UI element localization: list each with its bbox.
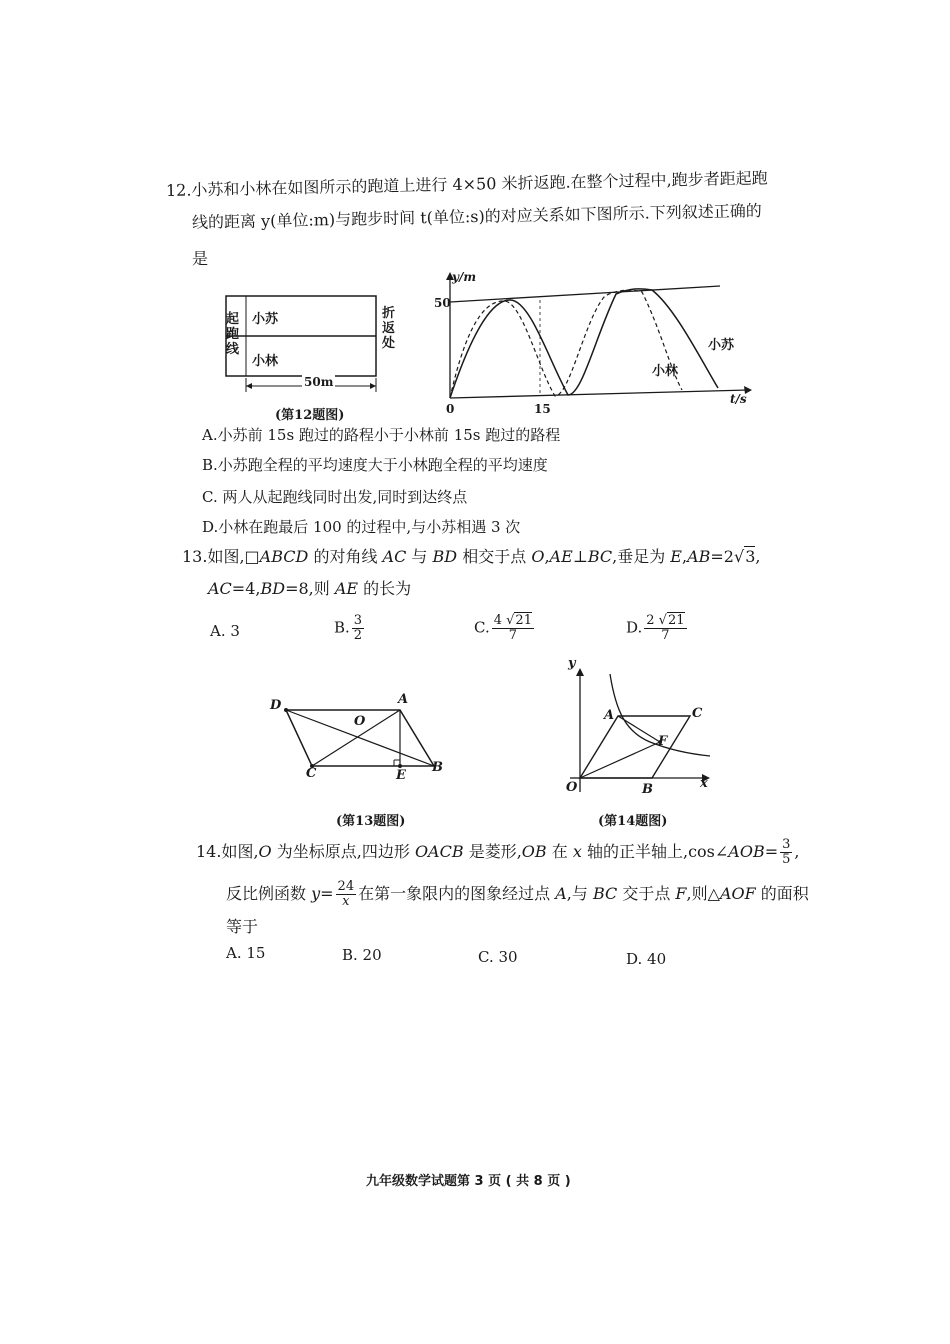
radicand: 21 [515, 613, 532, 628]
q14-text: 轴的正半轴上,cos∠ [581, 842, 729, 861]
y-50-line [450, 286, 720, 302]
q14-f: F [675, 884, 687, 903]
q14-text: 为坐标原点,四边形 [271, 842, 415, 861]
q13-abcd: ABCD [259, 547, 309, 566]
q13-option-b [334, 614, 366, 643]
q13-option-b-label: B. [334, 618, 350, 637]
coefficient: 4 [493, 613, 502, 628]
fraction-numerator: 2 √21 [646, 613, 685, 628]
q14-text: 反比例函数 [226, 884, 312, 903]
q13-ac: AC [382, 547, 407, 566]
q13-text: , [681, 547, 688, 566]
q13-text: 的长为 [358, 579, 412, 598]
q13-ac-2: AC [208, 579, 232, 598]
q14-point-a: A [604, 708, 615, 723]
q13-option-d [626, 614, 689, 643]
q13-option-c-label: C. [474, 618, 490, 637]
q13-text: =4, [231, 579, 261, 598]
q13-text: , [755, 547, 761, 566]
q13-caption: (第13题图) [336, 814, 406, 829]
q12-option-c: C. 两人从起跑线同时出发,同时到达终点 [202, 488, 468, 506]
q14-text: 交于点 [617, 884, 676, 903]
q13-point-d: D [270, 698, 282, 713]
graph-x-label: t/s [730, 392, 747, 406]
q14-y: y [311, 884, 321, 903]
q13-text: 相交于点 [457, 547, 532, 566]
q13-ae-2: AE [334, 579, 359, 598]
q13-ae: AE [549, 547, 573, 566]
q12-line-3: 是 [192, 249, 209, 268]
q13-text: 与 [406, 547, 433, 566]
q13-line-1: 13.如图,□ABCD 的对角线 AC 与 BD 相交于点 O,AE⊥BC,垂足为 E,AB=2√3, [182, 547, 761, 566]
q13-point-a: A [398, 692, 409, 707]
q13-o: O [531, 547, 545, 566]
q13-option-a: A. 3 [210, 622, 240, 640]
q13-point-e: E [396, 768, 406, 783]
track-lane-lin: 小林 [252, 354, 279, 369]
fraction-denominator: x [342, 894, 350, 909]
q14-text: 的面积 [755, 884, 809, 903]
q14-aob: AOB [728, 842, 765, 861]
q14-bc: BC [592, 884, 618, 903]
q13-text: ,垂足为 [612, 547, 671, 566]
q14-line-2 [226, 880, 809, 909]
q12-option-a: A.小苏前 15s 跑过的路程小于小林前 15s 跑过的路程 [202, 426, 561, 444]
q13-bd-2: BD [260, 579, 286, 598]
fraction-numerator: 4 √21 [493, 613, 532, 628]
fraction-denominator: 2 [353, 628, 363, 643]
q14-ob: OB [521, 842, 547, 861]
q14-line-1 [196, 838, 800, 867]
q13-line-2 [208, 578, 411, 600]
q13-parallelogram-figure [260, 690, 460, 790]
q14-point-o: O [566, 780, 578, 795]
q14-point-b: B [642, 782, 653, 797]
q14-option-b: B. 20 [342, 946, 382, 964]
q14-point-f: F [658, 734, 668, 749]
fraction-numerator: 24 [337, 879, 355, 894]
q12-line-1: 12.小苏和小林在如图所示的跑道上进行 4×50 米折返跑.在整个过程中,跑步者距起跑 [165, 168, 768, 200]
q14-point-c: C [692, 706, 703, 721]
q12-option-d: D.小林在跑最后 100 的过程中,与小苏相遇 3 次 [202, 518, 521, 536]
q13-option-b-fraction [352, 614, 364, 643]
q13-option-c-fraction [492, 614, 534, 643]
radicand: 21 [667, 613, 685, 628]
track-turn-label: 折返处 [382, 306, 396, 351]
curve-lin [450, 290, 682, 398]
graph-y-tick-50: 50 [434, 296, 451, 310]
q14-x: x [572, 842, 582, 861]
fraction-numerator: 3 [353, 613, 363, 628]
q14-o: O [258, 842, 272, 861]
q13-point-b: B [432, 760, 443, 775]
q14-text: 在第一象限内的图象经过点 [358, 884, 556, 903]
q14-oacb: OACB [414, 842, 464, 861]
q14-text: , [794, 842, 800, 861]
q13-text: 的对角线 [308, 547, 383, 566]
track-start-label: 起跑线 [226, 312, 240, 357]
q13-sqrt3: 3 [745, 547, 756, 566]
fraction-denominator: 7 [661, 628, 670, 643]
q12-caption: (第12题图) [275, 408, 345, 423]
track-length-label: 50m [304, 375, 334, 389]
q13-text: =8,则 [285, 579, 335, 598]
q13-text: =2 [710, 547, 734, 566]
q14-text: ,与 [566, 884, 593, 903]
q13-option-d-fraction [644, 614, 686, 643]
q14-axis-x: x [700, 776, 708, 791]
fraction-numerator: 3 [782, 837, 791, 852]
q14-cos-fraction [780, 838, 792, 867]
coefficient: 2 [646, 613, 655, 628]
q14-rhombus-figure [560, 662, 720, 802]
graph-series-su: 小苏 [708, 338, 735, 353]
q13-perp: ⊥ [572, 547, 588, 566]
q13-option-c [474, 614, 536, 643]
q12-line-2: 线的距离 y(单位:m)与跑步时间 t(单位:s)的对应关系如下图所示.下列叙述正确的 [191, 201, 762, 232]
track-lane-su: 小苏 [252, 312, 279, 327]
q14-text: 是菱形, [463, 842, 522, 861]
graph-x-tick-15: 15 [534, 402, 551, 416]
fraction-denominator: 5 [782, 852, 791, 867]
q12-option-b: B.小苏跑全程的平均速度大于小林跑全程的平均速度 [202, 456, 548, 474]
fraction-denominator: 7 [508, 628, 517, 643]
curve-su [450, 289, 718, 398]
t-axis [450, 390, 748, 398]
q14-a: A [555, 884, 567, 903]
q13-bc: BC [587, 547, 613, 566]
q13-text: , [544, 547, 550, 566]
page-footer: 九年级数学试题第 3 页 ( 共 8 页 ) [366, 1174, 571, 1189]
q14-text: = [764, 842, 779, 861]
graph-series-lin: 小林 [652, 364, 679, 379]
q14-text: = [320, 884, 334, 903]
q13-e: E [670, 547, 682, 566]
q14-text: 在 [546, 842, 573, 861]
q13-point-o: O [354, 714, 366, 729]
q14-k-fraction [336, 880, 357, 909]
q13-prefix: 13.如图, [182, 547, 245, 566]
graph-y-label: y/m [452, 270, 477, 284]
q14-line-3: 等于 [226, 917, 259, 936]
q14-option-a: A. 15 [226, 944, 266, 962]
q14-option-c: C. 30 [478, 948, 518, 966]
q14-aof: AOF [719, 884, 756, 903]
parallelogram-symbol: □ [244, 547, 260, 566]
graph-origin: 0 [446, 402, 455, 416]
q13-point-c: C [306, 766, 317, 781]
q13-bd: BD [432, 547, 458, 566]
q13-ab: AB [687, 547, 711, 566]
q14-text: 14.如图, [196, 842, 259, 861]
q13-option-d-label: D. [626, 618, 643, 637]
q14-axis-y: y [568, 656, 576, 671]
q14-text: ,则△ [686, 884, 720, 903]
q14-option-d: D. 40 [626, 950, 667, 968]
q14-caption: (第14题图) [598, 814, 668, 829]
